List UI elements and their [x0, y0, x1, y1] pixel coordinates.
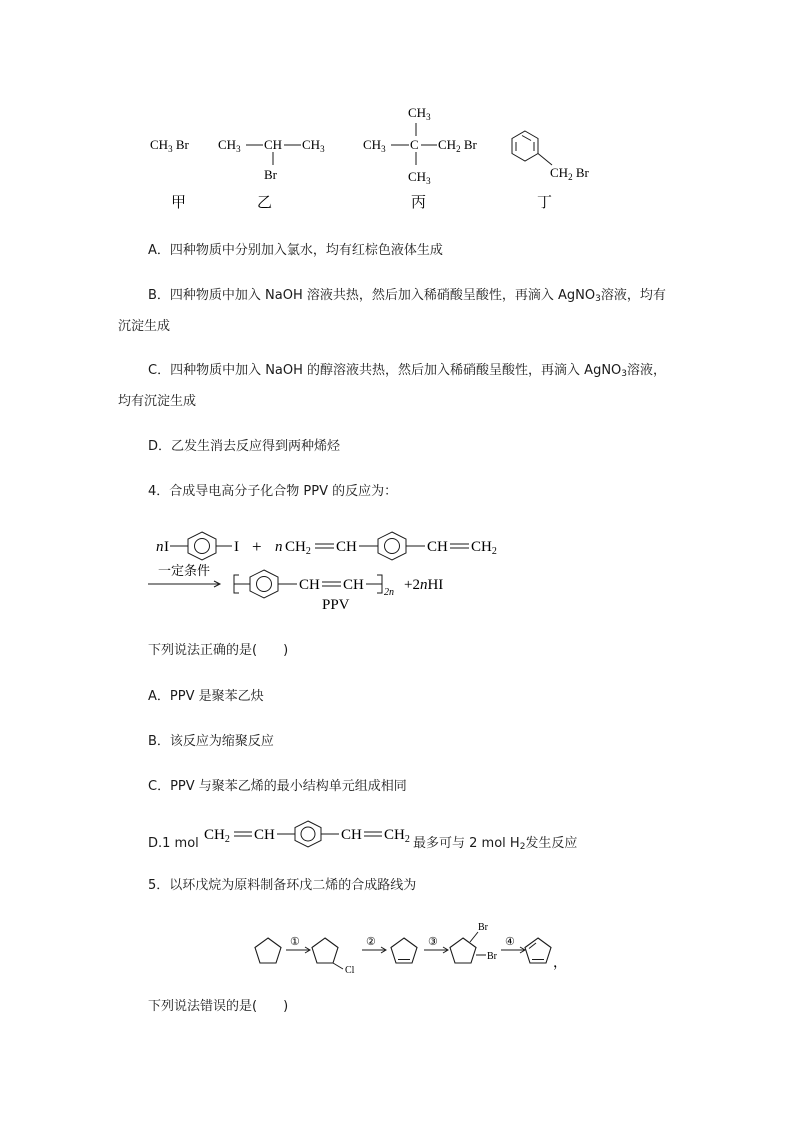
- svg-text:CH: CH: [336, 539, 357, 555]
- molecule-bing: [363, 105, 477, 211]
- reactant-divinylbenzene: [275, 532, 497, 560]
- svg-text:CH3: $CH_3$: [302, 137, 325, 154]
- q4-option-b: B．该反应为缩聚反应: [148, 734, 274, 749]
- svg-text:CH2: $CH_2$: [471, 539, 497, 557]
- q3-option-a: A．四种物质中分别加入氯水，均有红棕色液体生成: [148, 243, 443, 258]
- step-2-label: ②: [366, 936, 376, 948]
- svg-text:CH3: $CH_3$: [408, 105, 431, 122]
- molecule-label: 甲: [171, 195, 187, 211]
- svg-text:CH: CH: [264, 137, 283, 152]
- svg-text:I: I: [164, 539, 169, 555]
- svg-text:CH2: $CH_2$: [384, 827, 410, 845]
- reactant-diiodobenzene: [156, 532, 239, 560]
- step-4-label: ④: [505, 936, 515, 948]
- svg-text:CH3: $CH_3$: [363, 137, 386, 154]
- reaction-condition: 一定条件: [158, 563, 211, 578]
- q3-option-b-line2: 沉淀生成: [118, 319, 171, 334]
- q4-prompt: 下列说法正确的是( ): [148, 643, 289, 658]
- svg-text:CH3: $CH_3$: [218, 137, 241, 154]
- q3-option-c-line1: C．四种物质中加入 NaOH 的醇溶液共热，然后加入稀硝酸呈酸性，再滴入 AgNO$_3$溶液，: [148, 363, 667, 379]
- q3-option-d: D．乙发生消去反应得到两种烯烃: [148, 439, 341, 454]
- svg-text:CH2: $CH_2$: [204, 827, 230, 845]
- bromo-label-top: Br: [478, 922, 488, 933]
- ppv-reaction-svg: [0, 520, 794, 630]
- q5-synthesis-route: [0, 915, 794, 985]
- molecule-label: 丙: [411, 195, 427, 211]
- q5-prompt: 下列说法错误的是( ): [148, 999, 289, 1014]
- q3-option-c-line2: 均有沉淀生成: [118, 394, 197, 409]
- svg-text:n: n: [275, 539, 283, 555]
- svg-text:+2nHI: +2nHI: [404, 577, 444, 593]
- q4-option-d-prefix: D.1 mol: [148, 836, 199, 851]
- q3-structures: [0, 95, 794, 220]
- svg-text:+: +: [252, 537, 262, 556]
- svg-text:CH: CH: [341, 827, 362, 843]
- svg-text:CH3: $CH_3$: [408, 169, 431, 186]
- svg-text:n: n: [156, 539, 164, 555]
- svg-text:2n: 2n: [384, 587, 394, 598]
- cyclopentane: [255, 938, 281, 963]
- molecule-label: 丁: [537, 195, 553, 211]
- q4-option-c: C．PPV 与聚苯乙烯的最小结构单元组成相同: [148, 779, 407, 794]
- svg-text:CH: CH: [343, 577, 364, 593]
- molecule-yi: [218, 137, 325, 211]
- reaction-arrow: [148, 563, 220, 587]
- q4-reaction-scheme: [0, 520, 794, 630]
- svg-text:CH2 Br: $CH_2$ Br: [550, 165, 589, 182]
- product-name: PPV: [322, 597, 350, 613]
- product-ppv: [234, 570, 443, 613]
- molecule-jia: [150, 137, 189, 211]
- cyclopentadiene-route-svg: [0, 915, 794, 985]
- chloro-label: Cl: [345, 965, 355, 976]
- svg-text:CH2 Br: $CH_2$ Br: [438, 137, 477, 154]
- svg-text:Br: Br: [264, 167, 277, 182]
- step-3-label: ③: [428, 936, 438, 948]
- q3-option-b-line1: B．四种物质中加入 NaOH 溶液共热，然后加入稀硝酸呈酸性，再滴入 AgNO$_3$溶液，均有: [148, 288, 666, 304]
- route-tail: ，: [553, 956, 567, 971]
- svg-text:CH3 Br: $CH_3$ Br: [150, 137, 189, 154]
- molecule-ding: [512, 131, 589, 211]
- svg-text:CH: CH: [427, 539, 448, 555]
- divinylbenzene-inline-svg: [200, 818, 416, 858]
- q4-stem: 4．合成导电高分子化合物 PPV 的反应为：: [148, 484, 398, 499]
- bromo-label-side: Br: [487, 951, 497, 962]
- q4-option-a: A．PPV 是聚苯乙炔: [148, 689, 264, 704]
- svg-text:C: C: [410, 137, 419, 152]
- svg-text:I: I: [234, 539, 239, 555]
- q4-option-d-suffix: 最多可与 2 mol $H_2$发生反应: [413, 836, 578, 852]
- step-1-label: ①: [290, 936, 300, 948]
- q4-option-d: [0, 818, 794, 858]
- svg-text:CH: CH: [299, 577, 320, 593]
- haloalkane-structures-svg: [0, 95, 794, 220]
- q5-stem: 5．以环戊烷为原料制备环戊二烯的合成路线为: [148, 878, 417, 893]
- svg-text:CH2: $CH_2$: [285, 539, 311, 557]
- svg-text:CH: CH: [254, 827, 275, 843]
- molecule-label: 乙: [257, 195, 273, 211]
